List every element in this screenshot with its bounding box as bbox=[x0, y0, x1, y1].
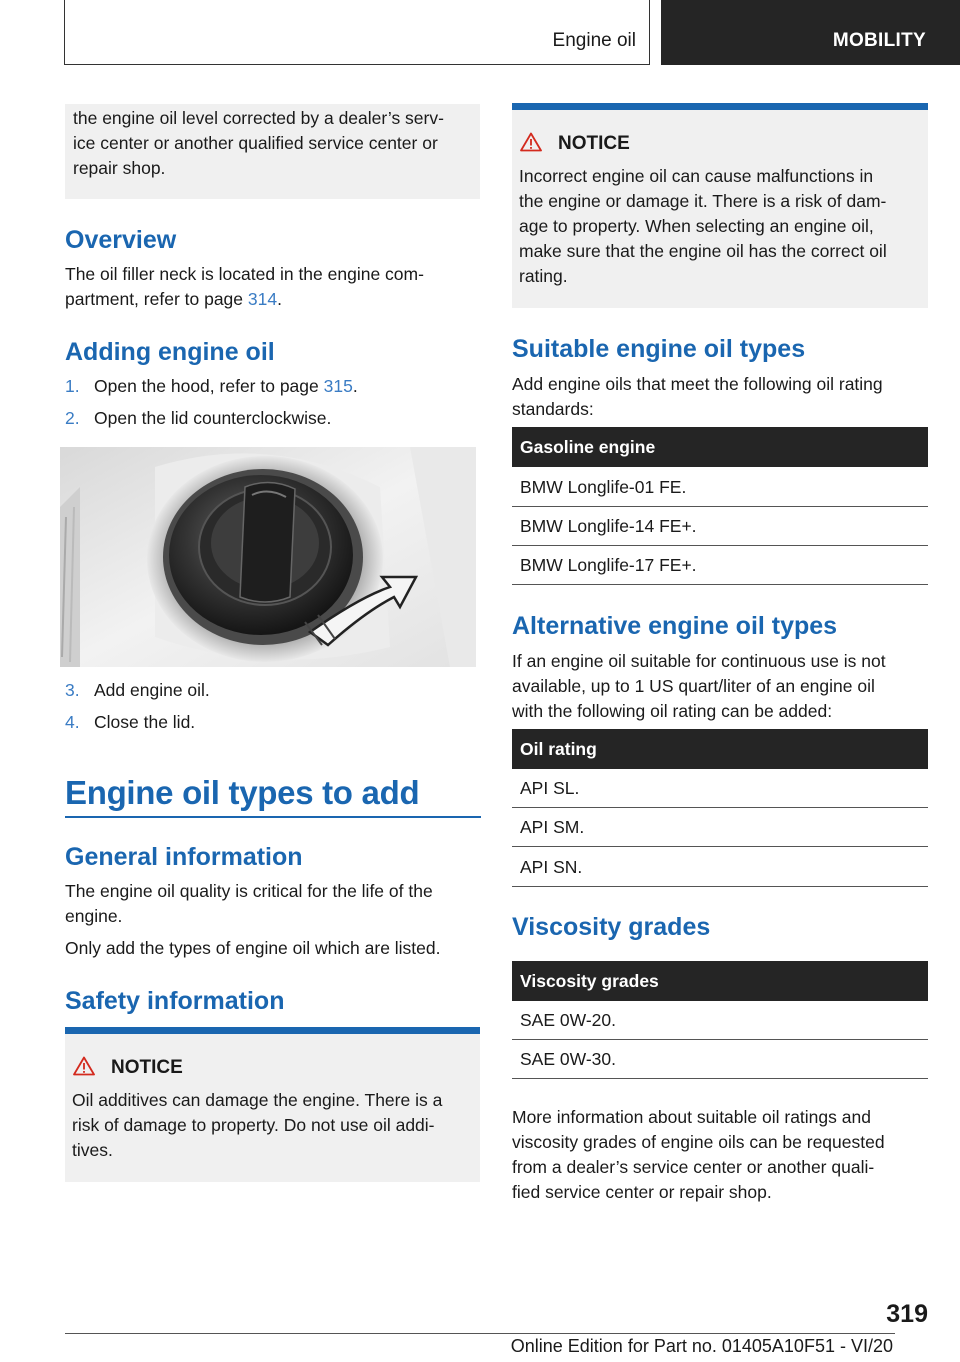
suitable-text: Add engine oils that meet the following oil rating standards: bbox=[512, 374, 883, 419]
edition-text: Online Edition for Part no. 01405A10F51 - VI/20 bbox=[510, 1336, 893, 1356]
types-heading: Engine oil types to add bbox=[65, 774, 420, 811]
safety-heading: Safety information bbox=[65, 987, 285, 1015]
table-row: API SN. bbox=[512, 848, 928, 887]
page-number: 319 bbox=[886, 1300, 928, 1328]
alternative-heading: Alternative engine oil types bbox=[512, 612, 838, 640]
step-text: Close the lid. bbox=[94, 712, 196, 732]
safety-notice-bar bbox=[65, 1027, 480, 1034]
suitable-heading: Suitable engine oil types bbox=[512, 335, 806, 363]
gasoline-table-header: Gasoline engine bbox=[512, 427, 928, 467]
overview-heading: Overview bbox=[65, 226, 177, 254]
oil-filler-cap-photo bbox=[60, 447, 476, 667]
table-row: BMW Longlife-14 FE+. bbox=[512, 507, 928, 546]
table-row: BMW Longlife-17 FE+. bbox=[512, 546, 928, 585]
step-number: 2. bbox=[65, 408, 80, 428]
step-3 bbox=[65, 678, 481, 703]
table-row: SAE 0W-30. bbox=[512, 1040, 928, 1079]
overview-text: The oil filler neck is located in the engine com- partment, refer to page 314. bbox=[65, 264, 424, 309]
step-1-page-link[interactable]: 315 bbox=[323, 376, 353, 396]
footer-rule bbox=[65, 1333, 895, 1334]
step-text: Add engine oil. bbox=[94, 680, 210, 700]
more-info-text: More information about suitable oil ratings and viscosity grades of engine oils can be requested from a dealer’s service center or another quali- fied service center or repair shop. bbox=[512, 1107, 885, 1202]
warning-triangle-icon bbox=[73, 1056, 95, 1076]
safety-notice-text: Oil additives can damage the engine. There is a risk of damage to property. Do not use oil addi- tives. bbox=[72, 1090, 443, 1160]
step-number: 4. bbox=[65, 712, 80, 732]
notice-label: NOTICE bbox=[558, 133, 630, 154]
table-row: SAE 0W-20. bbox=[512, 1001, 928, 1040]
header-chapter-tab bbox=[661, 0, 960, 65]
notice-bar bbox=[512, 103, 928, 110]
intro-note-text: the engine oil level corrected by a dealer’s serv- ice center or another qualified service center or repair shop. bbox=[73, 108, 444, 178]
step-2 bbox=[65, 406, 481, 431]
notice-text: Incorrect engine oil can cause malfunctions in the engine or damage it. There is a risk of dam- age to property. When selecting an engine oil, make sure that the engine oil has the correct oil rating. bbox=[519, 166, 887, 286]
table-row: BMW Longlife-01 FE. bbox=[512, 468, 928, 507]
oil-rating-table-header: Oil rating bbox=[512, 729, 928, 769]
step-1: 1. Open the hood, refer to page 315. bbox=[65, 374, 481, 399]
general-text-2: Only add the types of engine oil which are listed. bbox=[65, 938, 441, 958]
step-text: Open the hood, refer to page bbox=[94, 376, 324, 396]
header-section-title: Engine oil bbox=[552, 30, 636, 51]
general-heading: General information bbox=[65, 843, 303, 871]
table-row: API SL. bbox=[512, 769, 928, 808]
step-number: 1. bbox=[65, 376, 80, 396]
intro-note-box bbox=[65, 104, 480, 199]
safety-notice-label: NOTICE bbox=[111, 1057, 183, 1078]
adding-heading: Adding engine oil bbox=[65, 338, 275, 366]
step-text: Open the lid counterclockwise. bbox=[94, 408, 332, 428]
step-number: 3. bbox=[65, 680, 80, 700]
header-chapter-label: MOBILITY bbox=[832, 30, 926, 51]
table-row: API SM. bbox=[512, 808, 928, 847]
viscosity-heading: Viscosity grades bbox=[512, 913, 711, 941]
alternative-text: If an engine oil suitable for continuous use is not available, up to 1 US quart/liter of an engine oil with the following oil rating can be added: bbox=[512, 651, 886, 721]
step-4 bbox=[65, 710, 481, 735]
general-text-1: The engine oil quality is critical for the life of the engine. bbox=[65, 881, 433, 926]
overview-page-link[interactable]: 314 bbox=[247, 289, 278, 309]
types-heading-rule bbox=[65, 816, 481, 818]
viscosity-table-header: Viscosity grades bbox=[512, 961, 928, 1001]
warning-triangle-icon bbox=[520, 132, 542, 152]
